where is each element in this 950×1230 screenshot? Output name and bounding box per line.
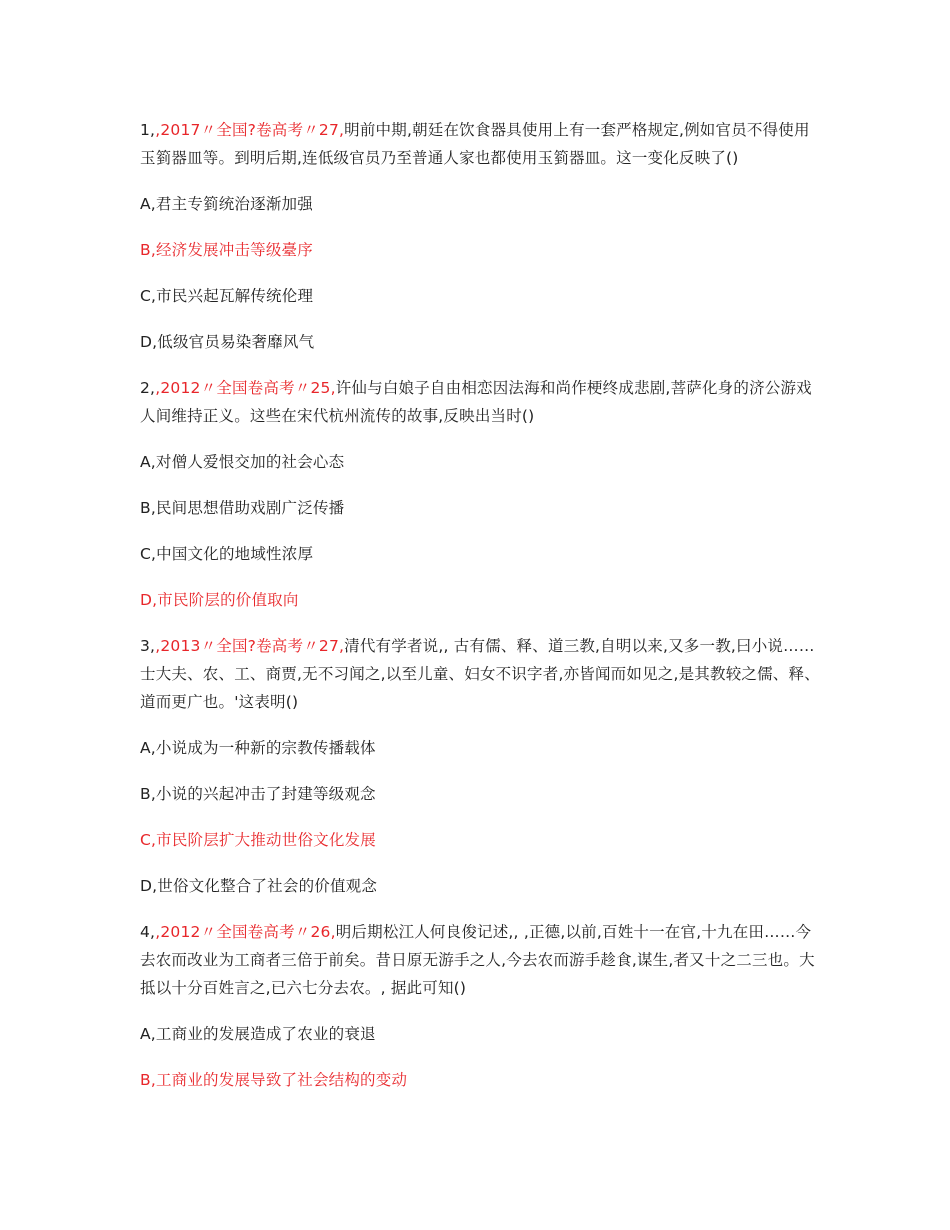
option-b-answer: B,工商业的发展导致了社会结构的变动: [140, 1071, 408, 1089]
question-stem: 明后期松江人何良俊记述,, ,正德,以前,百姓十一在官,十九在田……今去农而改业为工商者三倍于前矣。昔日原无游手之人,今去农而游手趁食,谋生,者又十之二三也。大抵以十分百姓言之,已六七分去农。, 据此可知(): [140, 923, 815, 997]
question-source: ,2013〃全国?卷高考〃27,: [155, 637, 345, 655]
question-number: 3,: [140, 637, 156, 655]
option-a: A,工商业的发展造成了农业的衰退: [140, 1025, 376, 1043]
option-b-answer: B,经济发展冲击等级臺序: [140, 241, 313, 259]
option-a: A,君主专箌统治逐渐加强: [140, 195, 313, 213]
option-a: A,对僧人爱恨交加的社会心态: [140, 453, 345, 471]
document-page: [140, 116, 820, 1112]
question-number: 1,: [140, 121, 156, 139]
question-3: [140, 632, 820, 716]
option-c: C,中国文化的地域性浓厚: [140, 545, 314, 563]
question-stem: 清代有学者说,, 古有儒、释、道三教,自明以来,又多一教,曰小说……士大夫、农、工、商贾,无不习闻之,以至儿童、妇女不识字者,亦皆闻而如见之,是其教较之儒、释、道而更广也。'这表明(): [140, 637, 820, 711]
option-c-answer: C,市民阶层扩大推动世俗文化发展: [140, 831, 376, 849]
question-1: [140, 116, 820, 172]
option-a: A,小说成为一种新的宗教传播载体: [140, 739, 376, 757]
question-2: [140, 374, 820, 430]
question-stem: 明前中期,朝廷在饮食器具使用上有一套严格规定,例如官员不得使用玉箌器皿等。到明后期,连低级官员乃至普通人家也都使用玉箌器皿。这一变化反映了(): [140, 121, 810, 167]
question-source: ,2012〃全国卷高考〃26,: [155, 923, 336, 941]
option-c: C,市民兴起瓦解传统伦理: [140, 287, 314, 305]
question-number: 4,: [140, 923, 156, 941]
question-source: ,2017〃全国?卷高考〃27,: [155, 121, 345, 139]
option-d-answer: D,市民阶层的价值取向: [140, 591, 299, 609]
question-number: 2,: [140, 379, 156, 397]
option-d: D,世俗文化整合了社会的价值观念: [140, 877, 378, 895]
question-source: ,2012〃全国卷高考〃25,: [155, 379, 336, 397]
option-b: B,小说的兴起冲击了封建等级观念: [140, 785, 376, 803]
option-d: D,低级官员易染奢靡风气: [140, 333, 315, 351]
question-4: [140, 918, 820, 1002]
question-stem: 许仙与白娘子自由相恋因法海和尚作梗终成悲剧,菩萨化身的济公游戏人间维持正义。这些在宋代杭州流传的故事,反映出当时(): [140, 379, 812, 425]
option-b: B,民间思想借助戏剧广泛传播: [140, 499, 345, 517]
